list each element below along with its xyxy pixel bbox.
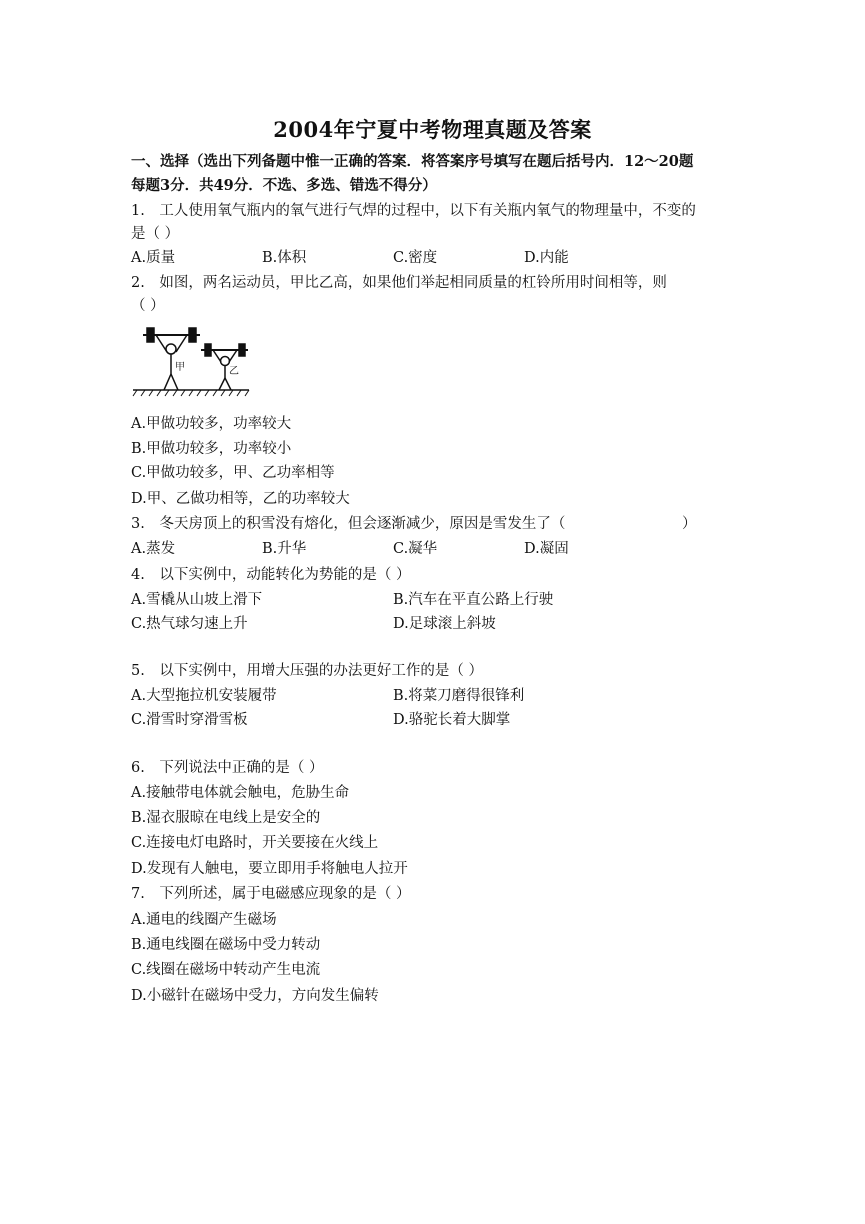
question-3-stem-close: ） <box>682 516 697 532</box>
athlete-jia <box>143 328 200 390</box>
question-1-option-d: D.内能 <box>524 250 569 266</box>
question-2-option-a: A.甲做功较多，功率较大 <box>131 416 292 432</box>
question-3-stem: 3. 冬天房顶上的积雪没有熔化，但会逐渐减少，原因是雪发生了（ <box>131 516 566 532</box>
question-6-option-a: A.接触带电体就会触电，危胁生命 <box>131 785 350 801</box>
question-3-option-b: B.升华 <box>262 541 307 557</box>
question-7-option-c: C.线圈在磁场中转动产生电流 <box>131 962 321 978</box>
question-5-option-d: D.骆驼长着大脚掌 <box>393 712 511 728</box>
question-3-option-c: C.凝华 <box>393 541 438 557</box>
question-2-option-d: D.甲、乙做功相等，乙的功率较大 <box>131 491 350 507</box>
question-4-option-c: C.热气球匀速上升 <box>131 616 248 632</box>
question-6-option-b: B.湿衣服晾在电线上是安全的 <box>131 810 321 826</box>
question-4-option-a: A.雪橇从山坡上滑下 <box>131 592 263 608</box>
question-4-option-b: B.汽车在平直公路上行驶 <box>393 592 554 608</box>
page-title: 2004年宁夏中考物理真题及答案 <box>273 117 592 142</box>
question-2-option-b: B.甲做功较多，功率较小 <box>131 441 292 457</box>
question-1-option-b: B.体积 <box>262 250 307 266</box>
question-4-stem: 4. 以下实例中，动能转化为势能的是（ ） <box>131 567 411 583</box>
question-3-option-d: D.凝固 <box>524 541 569 557</box>
question-7-option-a: A.通电的线圈产生磁场 <box>131 912 277 928</box>
question-2-stem: 2. 如图，两名运动员，甲比乙高，如果他们举起相同质量的杠铃所用时间相等，则 <box>131 275 667 291</box>
question-1-option-c: C.密度 <box>393 250 438 266</box>
weightlifters-figure <box>131 326 251 398</box>
question-5-option-c: C.滑雪时穿滑雪板 <box>131 712 248 728</box>
label-jia: 甲 <box>175 362 185 373</box>
question-7-option-d: D.小磁针在磁场中受力，方向发生偏转 <box>131 988 379 1004</box>
question-5-option-b: B.将菜刀磨得很锋利 <box>393 688 525 704</box>
question-2-option-c: C.甲做功较多，甲、乙功率相等 <box>131 465 335 481</box>
question-6-stem: 6. 下列说法中正确的是（ ） <box>131 760 324 776</box>
athlete-yi <box>201 344 248 390</box>
question-5-option-a: A.大型拖拉机安装履带 <box>131 688 277 704</box>
question-1-stem: 1. 工人使用氧气瓶内的氧气进行气焊的过程中，以下有关瓶内氧气的物理量中，不变的 <box>131 203 696 219</box>
question-7-option-b: B.通电线圈在磁场中受力转动 <box>131 937 321 953</box>
question-6-option-d: D.发现有人触电，要立即用手将触电人拉开 <box>131 861 408 877</box>
question-2-stem-cont: （ ） <box>131 298 165 314</box>
question-1-option-a: A.质量 <box>131 250 176 266</box>
section-heading-cont: 每题3分．共49分．不选、多选、错选不得分） <box>131 177 437 194</box>
question-3-option-a: A.蒸发 <box>131 541 176 557</box>
question-7-stem: 7. 下列所述，属于电磁感应现象的是（ ） <box>131 886 411 902</box>
question-4-option-d: D.足球滚上斜坡 <box>393 616 496 632</box>
question-1-stem-cont: 是（ ） <box>131 226 180 242</box>
question-6-option-c: C.连接电灯电路时，开关要接在火线上 <box>131 835 379 851</box>
question-5-stem: 5. 以下实例中，用增大压强的办法更好工作的是（ ） <box>131 663 483 679</box>
section-heading: 一、选择（选出下列备题中惟一正确的答案．将答案序号填写在题后括号内．12～20题 <box>131 153 694 170</box>
label-yi: 乙 <box>229 366 239 377</box>
